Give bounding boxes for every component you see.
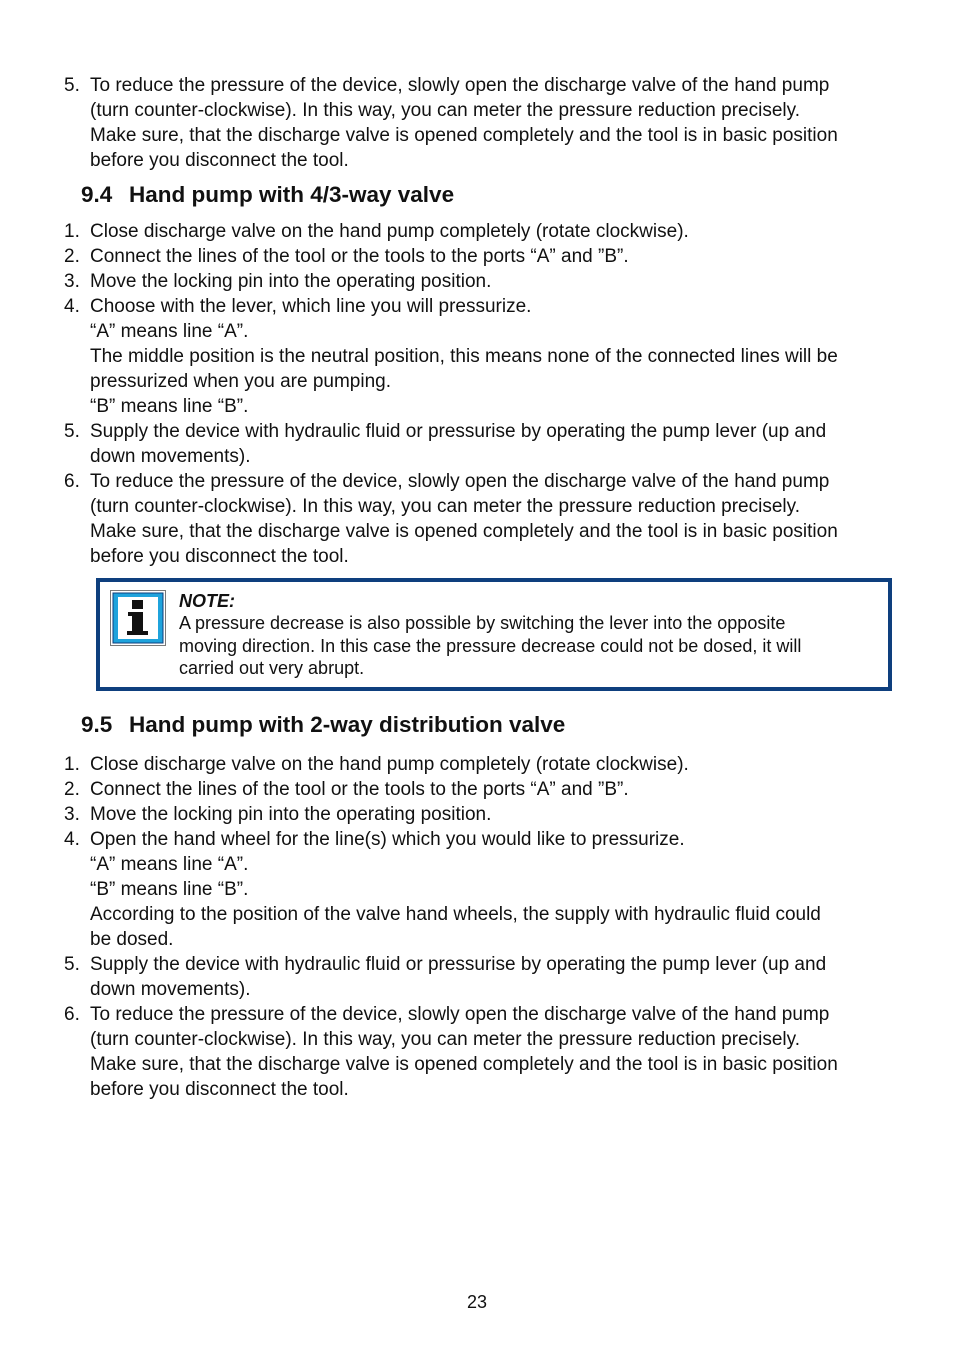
list-item-line: Connect the lines of the tool or the tools to the ports “A” and ”B”.	[90, 246, 629, 267]
list-item-line: down movements).	[90, 979, 251, 1000]
section-number: 9.5	[81, 712, 113, 737]
info-icon	[110, 590, 166, 646]
list-item-line: be dosed.	[90, 929, 174, 950]
page-number: 23	[466, 1292, 488, 1312]
section-9-4-list	[0, 219, 890, 569]
list-item-line: Make sure, that the discharge valve is opened completely and the tool is in basic position	[90, 1054, 838, 1075]
list-item-line: Connect the lines of the tool or the tools to the ports “A” and ”B”.	[90, 779, 629, 800]
list-item-line: Open the hand wheel for the line(s) which you would like to pressurize.	[90, 829, 685, 850]
list-item-line: “B” means line “B”.	[90, 879, 249, 900]
list-item-number: 5.	[64, 421, 80, 442]
list-item-number: 3.	[64, 271, 80, 292]
list-item-line: “A” means line “A”.	[90, 321, 249, 342]
list-item-line: Move the locking pin into the operating position.	[90, 271, 492, 292]
list-item	[0, 777, 890, 802]
list-item-line: Make sure, that the discharge valve is opened completely and the tool is in basic position	[90, 521, 838, 542]
list-item-line: The middle position is the neutral position, this means none of the connected lines will be	[90, 346, 838, 367]
list-item-line: Supply the device with hydraulic fluid or pressurise by operating the pump lever (up and	[90, 421, 827, 442]
list-item-line: Move the locking pin into the operating position.	[90, 804, 492, 825]
list-item-number: 5.	[64, 954, 80, 975]
note-line: A pressure decrease is also possible by switching the lever into the opposite	[179, 613, 786, 633]
list-item	[0, 952, 890, 1002]
list-item-number: 4.	[64, 296, 80, 317]
note-line: moving direction. In this case the pressure decrease could not be dosed, it will	[179, 635, 802, 656]
note-box	[96, 578, 892, 691]
list-item-line: (turn counter-clockwise). In this way, you can meter the pressure reduction precisely.	[90, 100, 800, 121]
list-item-number: 2.	[64, 246, 80, 267]
list-item-number: 6.	[64, 471, 80, 492]
section-title: Hand pump with 2-way distribution valve	[129, 712, 566, 737]
note-line: carried out very abrupt.	[179, 658, 365, 678]
list-item-line: Choose with the lever, which line you will pressurize.	[90, 296, 532, 317]
list-item-line: According to the position of the valve hand wheels, the supply with hydraulic fluid could	[90, 904, 821, 925]
list-item	[0, 73, 890, 173]
list-item	[0, 802, 890, 827]
list-item-line: before you disconnect the tool.	[90, 1079, 349, 1100]
list-item-line: (turn counter-clockwise). In this way, you can meter the pressure reduction precisely.	[90, 496, 800, 517]
list-item-number: 6.	[64, 1004, 80, 1025]
list-item-line: before you disconnect the tool.	[90, 546, 349, 567]
list-item	[0, 419, 890, 469]
list-item-line: pressurized when you are pumping.	[90, 371, 392, 392]
list-item-line: (turn counter-clockwise). In this way, you can meter the pressure reduction precisely.	[90, 1029, 800, 1050]
list-item	[0, 244, 890, 269]
list-item	[0, 827, 890, 952]
intro-list	[0, 73, 890, 173]
list-item-line: down movements).	[90, 446, 251, 467]
list-item	[0, 269, 890, 294]
list-item-line: before you disconnect the tool.	[90, 150, 349, 171]
list-item-number: 1.	[64, 754, 80, 775]
section-title: Hand pump with 4/3-way valve	[129, 182, 455, 207]
list-item-number: 1.	[64, 221, 80, 242]
list-item	[0, 1002, 890, 1102]
list-item-line: To reduce the pressure of the device, slowly open the discharge valve of the hand pump	[90, 75, 830, 96]
list-item	[0, 219, 890, 244]
list-item-line: To reduce the pressure of the device, slowly open the discharge valve of the hand pump	[90, 471, 830, 492]
list-item-line: Make sure, that the discharge valve is opened completely and the tool is in basic position	[90, 125, 838, 146]
list-item-number: 2.	[64, 779, 80, 800]
list-item-line: “A” means line “A”.	[90, 854, 249, 875]
list-item	[0, 294, 890, 419]
list-item	[0, 752, 890, 777]
list-item-line: “B” means line “B”.	[90, 396, 249, 417]
list-item-line: Close discharge valve on the hand pump completely (rotate clockwise).	[90, 754, 689, 775]
list-item-line: Close discharge valve on the hand pump completely (rotate clockwise).	[90, 221, 689, 242]
list-item-line: To reduce the pressure of the device, slowly open the discharge valve of the hand pump	[90, 1004, 830, 1025]
section-9-5-list	[0, 752, 890, 1102]
list-item-number: 5.	[64, 75, 80, 96]
section-number: 9.4	[81, 182, 113, 207]
section-heading-9-4	[81, 180, 454, 210]
note-content	[179, 590, 879, 680]
list-item-number: 3.	[64, 804, 80, 825]
list-item-number: 4.	[64, 829, 80, 850]
list-item-line: Supply the device with hydraulic fluid or pressurise by operating the pump lever (up and	[90, 954, 827, 975]
note-title: NOTE:	[179, 591, 235, 611]
section-heading-9-5	[81, 710, 565, 740]
list-item	[0, 469, 890, 569]
